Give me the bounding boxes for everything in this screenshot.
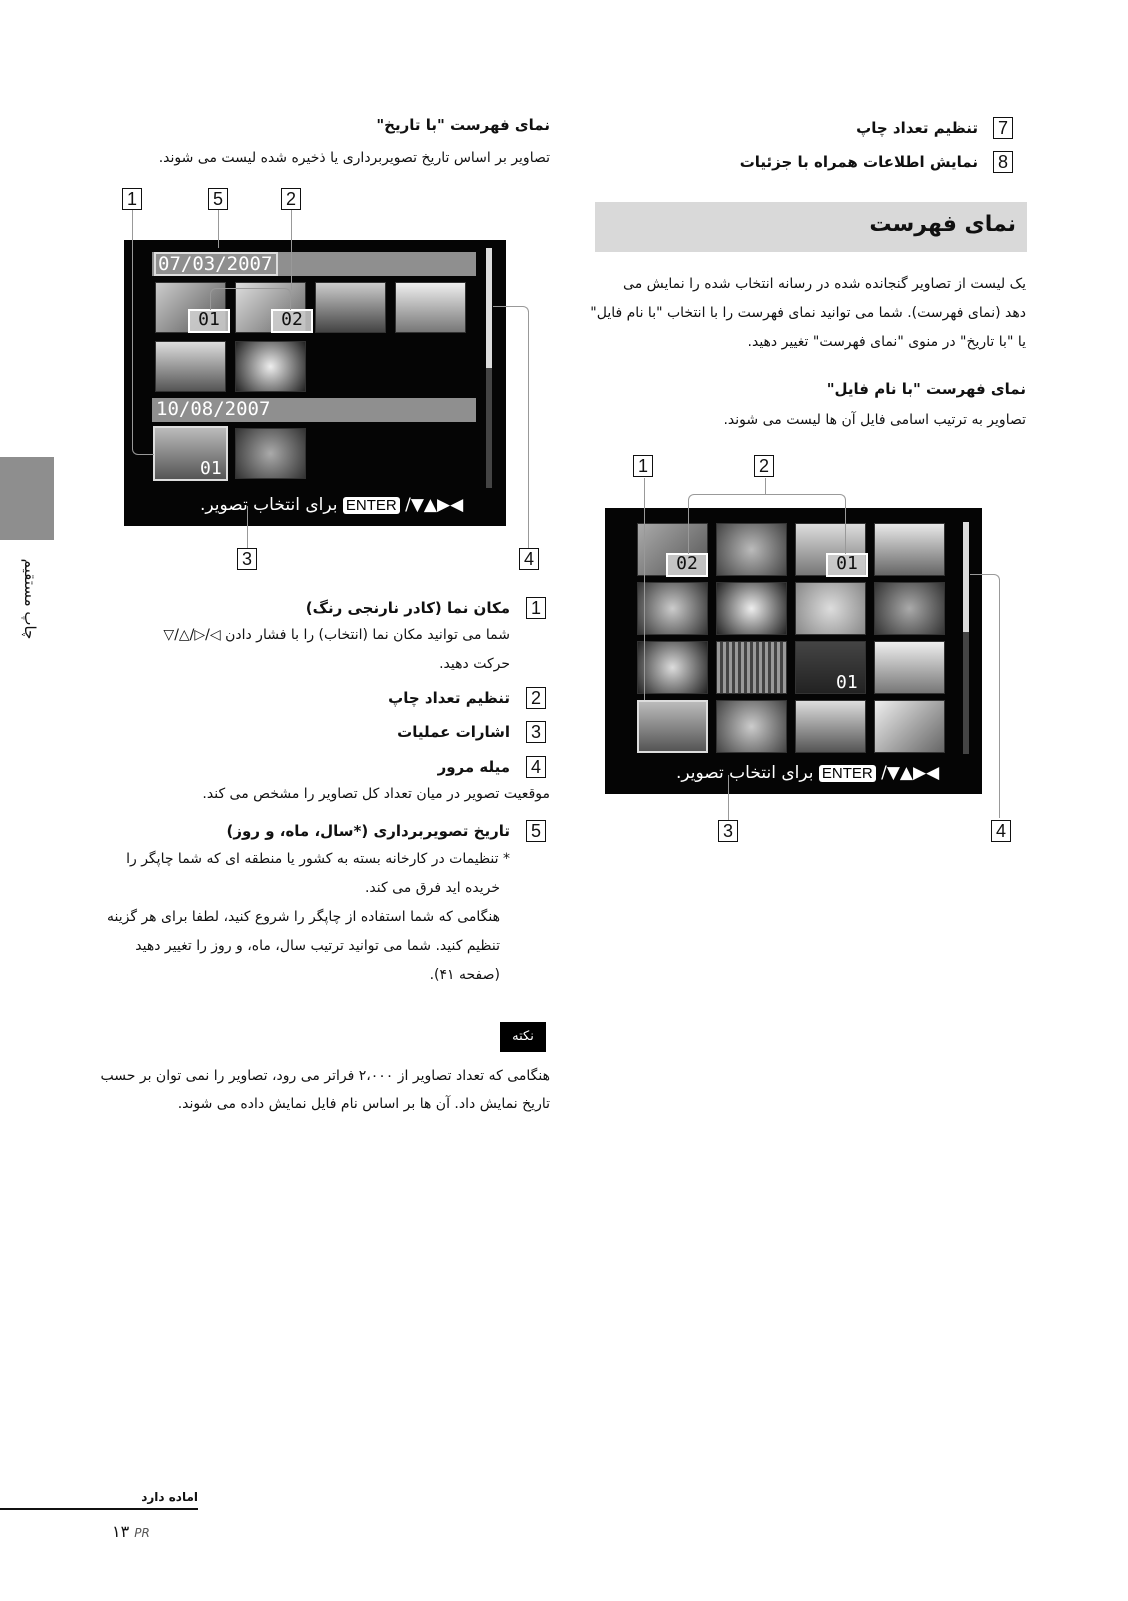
item-number-box: 3 xyxy=(526,721,546,743)
item-label: تنظیم تعداد چاپ xyxy=(856,119,978,137)
nav-arrows: ◀▶▲▼/ xyxy=(405,495,464,515)
note-line: تاریخ نمایش داد. آن ها بر اساس نام فایل نمایش داده می شوند. xyxy=(177,1096,550,1112)
print-count-label: 01 xyxy=(826,553,868,577)
callout-line xyxy=(218,210,219,248)
nav-text: برای انتخاب تصویر. xyxy=(200,495,338,515)
callout-number: 2 xyxy=(281,188,301,210)
thumbnail[interactable] xyxy=(874,582,945,635)
callout-line xyxy=(210,288,291,310)
callout-number: 3 xyxy=(718,820,738,842)
item-desc: موقعیت تصویر در میان تعداد کل تصاویر را مشخص می کند. xyxy=(202,786,550,802)
thumbnail[interactable] xyxy=(874,700,945,753)
callout-line xyxy=(644,478,645,700)
callout-line xyxy=(728,775,729,820)
item-desc: شما می توانید مکان نما (انتخاب) را با فشار دادن ◁/▷/△/▽ xyxy=(163,627,510,643)
item-number-box: 5 xyxy=(526,820,546,842)
footnote-line: خریده اید فرق می کند. xyxy=(364,880,500,896)
thumbnail[interactable] xyxy=(395,282,466,333)
callout-number: 2 xyxy=(754,455,774,477)
item-label: اشارات عملیات xyxy=(397,723,510,741)
callout-line xyxy=(291,210,292,290)
section-title: نمای فهرست xyxy=(869,212,1016,237)
footer-rule xyxy=(0,1508,198,1510)
item-label: نمایش اطلاعات همراه با جزئیات xyxy=(739,153,978,171)
note-badge: نکته xyxy=(500,1022,546,1052)
footnote-line: (صفحه ۴۱). xyxy=(429,967,500,983)
thumbnail[interactable] xyxy=(315,282,386,333)
date-index-heading: نمای فهرست "با تاریخ" xyxy=(376,116,550,134)
date-bar: 10/08/2007 xyxy=(152,398,476,422)
scroll-thumb[interactable] xyxy=(963,522,969,632)
intro-line: دهد (نمای فهرست). شما می توانید نمای فهرست را با انتخاب "با نام فایل" xyxy=(590,305,1026,321)
print-count-label: 01 xyxy=(200,458,222,479)
footnote-line: تنظیم کنید. شما می توانید ترتیب سال، ماه، و روز را تغییر دهید xyxy=(135,938,500,954)
thumbnail[interactable] xyxy=(795,700,866,753)
callout-line xyxy=(493,306,529,548)
thumbnail[interactable] xyxy=(716,582,787,635)
enter-button-icon: ENTER xyxy=(343,497,400,514)
enter-button-icon: ENTER xyxy=(819,765,876,782)
item-label: تاریخ تصویربرداری (*سال، ماه، و روز) xyxy=(226,822,510,840)
page-number-value: ۱۳ xyxy=(112,1522,130,1541)
callout-line xyxy=(132,210,154,455)
thumbnail[interactable] xyxy=(874,641,945,694)
scroll-thumb[interactable] xyxy=(486,248,492,368)
thumbnail[interactable] xyxy=(637,582,708,635)
thumbnail[interactable] xyxy=(874,523,945,576)
item-number-box: 2 xyxy=(526,687,546,709)
thumbnail[interactable] xyxy=(235,341,306,392)
print-count-label: 02 xyxy=(271,309,313,333)
callout-number: 3 xyxy=(237,548,257,570)
item-number-box: 1 xyxy=(526,597,546,619)
sub-text: تصاویر به ترتیب اسامی فایل آن ها لیست می شوند. xyxy=(723,412,1026,428)
intro-line: یا "با تاریخ" در منوی "نمای فهرست" تغییر دهید. xyxy=(747,334,1026,350)
thumbnail[interactable] xyxy=(716,700,787,753)
date-index-sub-text: تصاویر بر اساس تاریخ تصویربرداری یا ذخیره شده لیست می شوند. xyxy=(158,150,550,166)
callout-line xyxy=(247,506,248,548)
thumbnail[interactable] xyxy=(637,641,708,694)
shooting-date: 07/03/2007 xyxy=(154,252,278,276)
callout-number: 4 xyxy=(519,548,539,570)
operation-hint xyxy=(676,763,976,783)
footnote-line: هنگامی که شما استفاده از چاپگر را شروع کنید، لطفا برای هر گزینه xyxy=(106,909,500,925)
callout-number: 5 xyxy=(208,188,228,210)
item-number-box: 7 xyxy=(993,117,1013,139)
operation-hint xyxy=(200,495,500,515)
sub-heading: نمای فهرست "با نام فایل" xyxy=(826,380,1026,398)
item-desc: حرکت دهید. xyxy=(439,656,510,672)
nav-arrows: ◀▶▲▼/ xyxy=(881,763,940,783)
page-number xyxy=(112,1522,150,1541)
thumbnail[interactable] xyxy=(716,641,787,694)
footnote-line: * تنظیمات در کارخانه بسته به کشور یا منطقه ای که شما چاپگر را xyxy=(126,851,510,867)
thumbnail[interactable] xyxy=(235,428,306,479)
footer-section-label: اماده دارد xyxy=(141,1490,198,1504)
item-label: میله مرور xyxy=(437,758,510,776)
print-count-label: 02 xyxy=(666,553,708,577)
print-count-label: 01 xyxy=(188,309,230,333)
chapter-side-label: چاپ مستقیم xyxy=(21,558,39,640)
nav-text: برای انتخاب تصویر. xyxy=(676,763,814,783)
thumbnail-selected[interactable] xyxy=(637,700,708,753)
callout-line xyxy=(970,574,1000,818)
thumbnail[interactable] xyxy=(155,341,226,392)
callout-line xyxy=(688,494,846,554)
thumbnail[interactable] xyxy=(795,582,866,635)
page-language-label: PR xyxy=(134,1526,150,1540)
callout-number: 1 xyxy=(633,455,653,477)
intro-line: یک لیست از تصاویر گنجانده شده در رسانه انتخاب شده را نمایش می xyxy=(623,276,1026,292)
image-number: 01 xyxy=(836,672,858,693)
chapter-side-tab xyxy=(0,457,54,540)
item-number-box: 4 xyxy=(526,756,546,778)
note-line: هنگامی که تعداد تصاویر از ۲،۰۰۰ فراتر می رود، تصاویر را نمی توان بر حسب xyxy=(100,1068,550,1084)
callout-number: 1 xyxy=(122,188,142,210)
item-label: تنظیم تعداد چاپ xyxy=(388,689,510,707)
item-number-box: 8 xyxy=(993,151,1013,173)
callout-line xyxy=(765,478,766,494)
item-label: مکان نما (کادر نارنجی رنگ) xyxy=(305,599,510,617)
callout-number: 4 xyxy=(991,820,1011,842)
